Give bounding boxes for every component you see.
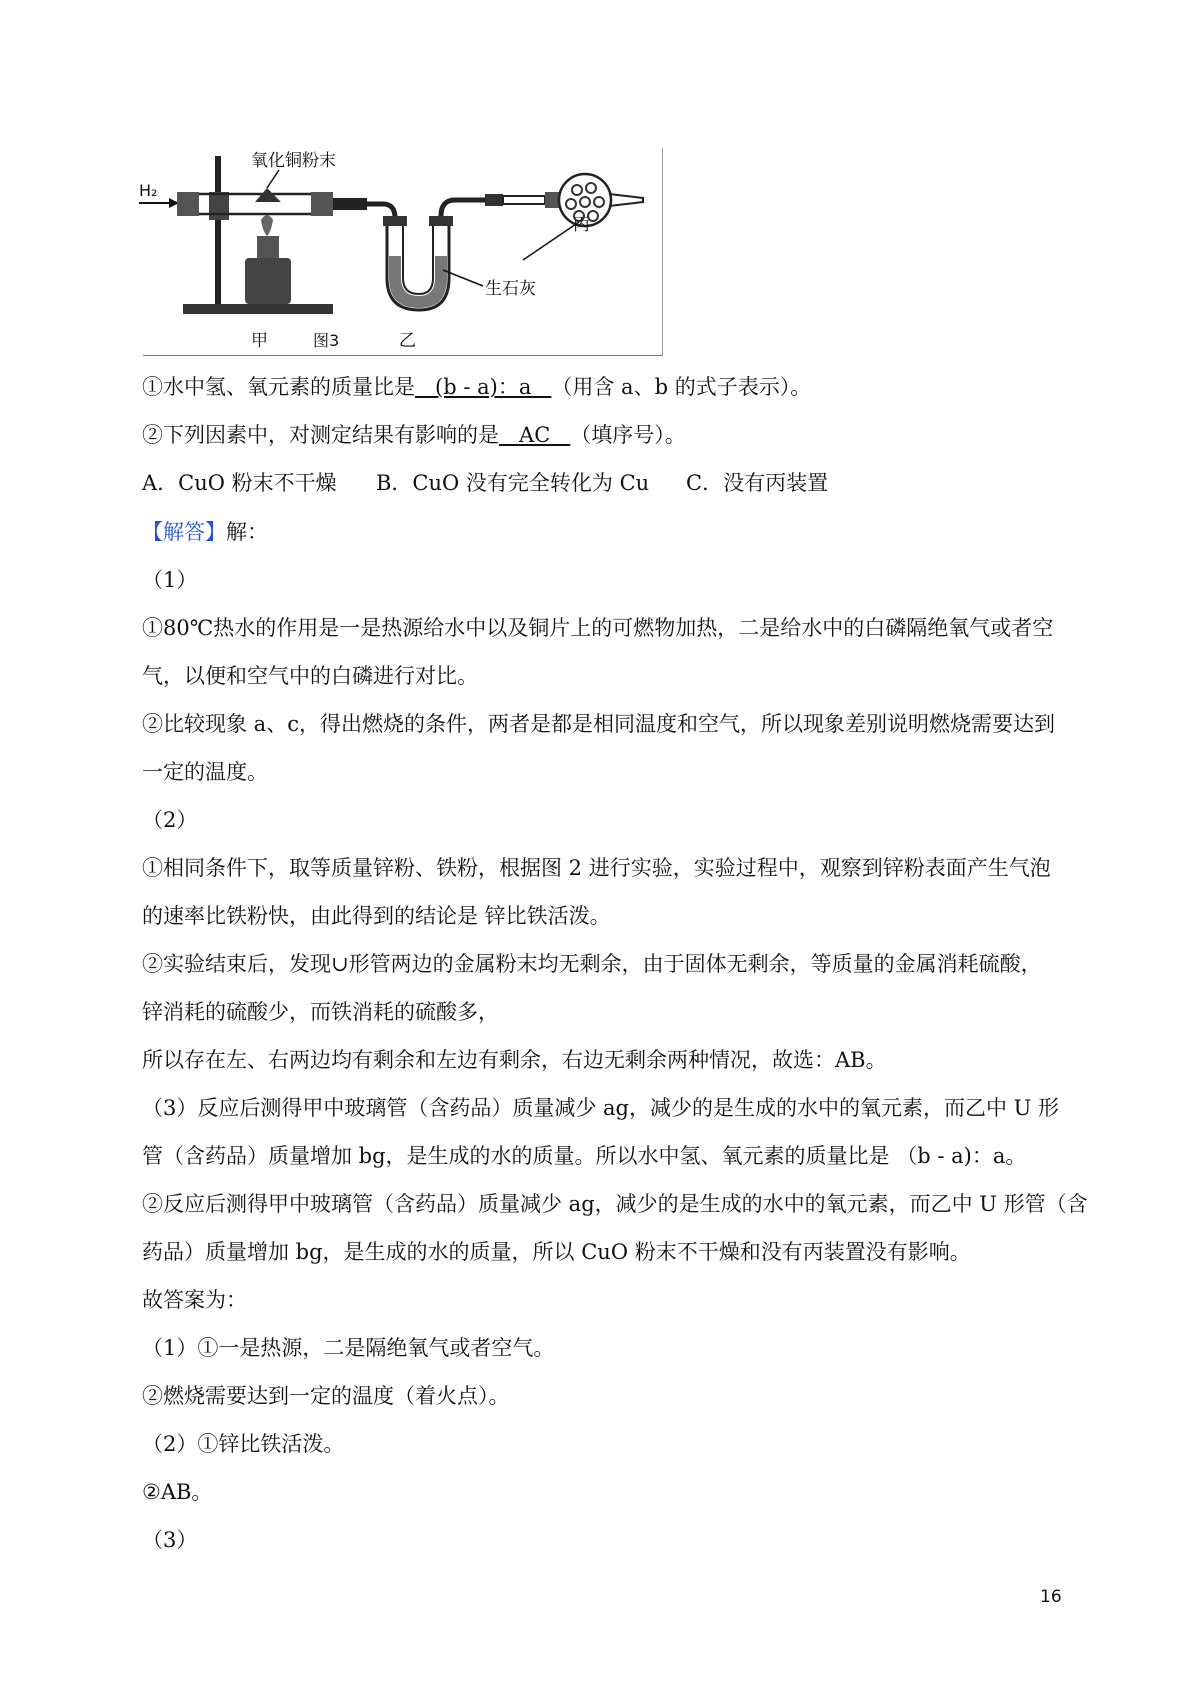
solution-line: ②燃烧需要达到一定的温度（着火点）。 bbox=[142, 1384, 510, 1408]
q1-answer: (b - a)：a bbox=[415, 375, 552, 399]
stand-clamp bbox=[209, 192, 229, 220]
lamp-wick-holder bbox=[257, 236, 279, 258]
solution-line: ②实验结束后，发现∪形管两边的金属粉末均无剩余，由于固体无剩余，等质量的金属消耗硫酸， bbox=[142, 952, 1042, 976]
apparatus-figure bbox=[139, 148, 663, 356]
u-tube-stopper-right bbox=[429, 216, 453, 226]
solution-line: （1）①一是热源，二是隔绝氧气或者空气。 bbox=[142, 1336, 555, 1360]
solution-line: 的速率比铁粉快，由此得到的结论是 锌比铁活泼。 bbox=[142, 904, 611, 928]
yi-label: 乙 bbox=[399, 331, 416, 351]
q1-suffix: （用含 a、b 的式子表示）。 bbox=[551, 375, 812, 399]
solution-line: 锌消耗的硫酸少，而铁消耗的硫酸多， bbox=[142, 1000, 499, 1024]
stand-rod bbox=[215, 156, 221, 308]
option-b: B．CuO 没有完全转化为 Cu bbox=[376, 471, 650, 495]
u-tube-inner bbox=[403, 226, 433, 294]
drying-tube-nozzle bbox=[609, 194, 643, 206]
answer-tag: 【解答】 bbox=[142, 520, 226, 544]
stand-base bbox=[183, 304, 333, 314]
powder-pointer bbox=[267, 170, 279, 188]
cuo-powder-label: 氧化铜粉末 bbox=[251, 151, 336, 171]
answer-tag-after: 解： bbox=[226, 520, 268, 544]
answer-heading bbox=[142, 517, 268, 547]
tube-stopper-right bbox=[311, 192, 333, 216]
page-number: 16 bbox=[1040, 1587, 1062, 1607]
solution-line: 所以存在左、右两边均有剩余和左边有剩余，右边无剩余两种情况，故选：AB。 bbox=[142, 1048, 887, 1072]
solution-line: （3） bbox=[142, 1528, 198, 1552]
q1-prefix: ①水中氢、氧元素的质量比是 bbox=[142, 375, 415, 399]
flame bbox=[261, 215, 273, 236]
solution-line: 故答案为： bbox=[142, 1288, 247, 1312]
solution-line: ②比较现象 a、c，得出燃烧的条件，两者是都是相同温度和空气，所以现象差别说明燃烧需要达到 bbox=[142, 712, 1055, 736]
apparatus-diagram bbox=[139, 148, 663, 356]
quicklime-label: 生石灰 bbox=[485, 279, 536, 299]
q2-prefix: ②下列因素中，对测定结果有影响的是 bbox=[142, 423, 499, 447]
rubber-tube-1 bbox=[333, 198, 367, 210]
option-c: C．没有丙装置 bbox=[686, 471, 829, 495]
u-tube-stopper-left bbox=[383, 216, 407, 226]
solution-line: （2）①锌比铁活泼。 bbox=[142, 1432, 345, 1456]
solution-line: （1） bbox=[142, 568, 198, 592]
solution-line: 药品）质量增加 bg，是生成的水的质量，所以 CuO 粉末不干燥和没有丙装置没有影响。 bbox=[142, 1240, 971, 1264]
glass-tube bbox=[179, 194, 329, 214]
options-row bbox=[142, 468, 828, 498]
tube-stopper-left bbox=[177, 192, 199, 216]
solution-line: ②AB。 bbox=[142, 1480, 213, 1504]
solution-line: ②反应后测得甲中玻璃管（含药品）质量减少 ag，减少的是生成的水中的氧元素，而乙中 U 形管（含 bbox=[142, 1192, 1088, 1216]
question-1 bbox=[142, 372, 811, 402]
solution-line: ①80℃热水的作用是一是热源给水中以及铜片上的可燃物加热，二是给水中的白磷隔绝氧气或者空 bbox=[142, 616, 1054, 640]
solution-line: 气，以便和空气中的白磷进行对比。 bbox=[142, 664, 478, 688]
connector-right bbox=[441, 200, 485, 216]
solution-line: 一定的温度。 bbox=[142, 760, 268, 784]
quicklime-fill bbox=[389, 256, 447, 308]
alcohol-lamp bbox=[245, 258, 291, 304]
option-a: A．CuO 粉末不干燥 bbox=[142, 471, 337, 495]
solution-line: （3）反应后测得甲中玻璃管（含药品）质量减少 ag，减少的是生成的水中的氧元素，而乙中 U 形 bbox=[142, 1096, 1060, 1120]
q2-suffix: （填序号）。 bbox=[570, 423, 686, 447]
question-2 bbox=[142, 420, 686, 450]
jia-label: 甲 bbox=[251, 331, 268, 351]
solution-line: （2） bbox=[142, 808, 198, 832]
drying-tube-stopper bbox=[545, 192, 559, 208]
q2-answer: AC bbox=[499, 423, 571, 447]
connector-left bbox=[367, 204, 395, 218]
bing-pointer bbox=[523, 222, 579, 260]
solution-line: ①相同条件下，取等质量锌粉、铁粉，根据图 2 进行实验，实验过程中，观察到锌粉表面产生气泡 bbox=[142, 856, 1051, 880]
figure-caption: 图3 bbox=[313, 331, 340, 350]
rubber-tube-2 bbox=[485, 194, 503, 206]
glass-connector bbox=[503, 196, 545, 204]
bing-label: 丙 bbox=[573, 215, 590, 235]
solution-line: 管（含药品）质量增加 bg，是生成的水的质量。所以水中氢、氧元素的质量比是 （b - a)：a。 bbox=[142, 1144, 1027, 1168]
h2-label: H₂ bbox=[139, 181, 158, 200]
